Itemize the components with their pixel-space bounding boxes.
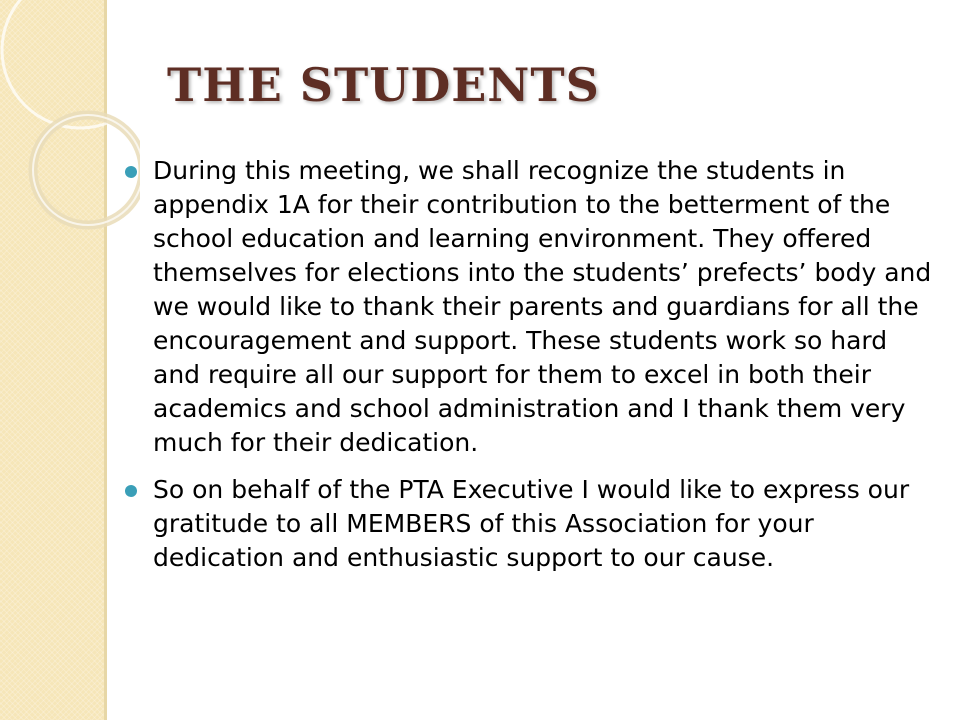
bullet-item xyxy=(124,473,936,575)
slide-title: THE STUDENTS xyxy=(167,58,600,112)
decorative-circles xyxy=(0,0,140,260)
bullet-text: So on behalf of the PTA Executive I would like to express our gratitude to all MEMBERS of this Association for your dedication and enthusiastic support to our cause. xyxy=(153,475,910,572)
bullet-dot-icon xyxy=(125,485,137,497)
bullet-text: During this meeting, we shall recognize the students in appendix 1A for their contribution to the betterment of the school education and learning environment. They offered themselves for elections into the students’ prefects’ body and we would like to thank their parents and guardians for all the encouragement and support. These students work so hard and require all our support for them to excel in both their academics and school administration and I thank them very much for their dedication. xyxy=(153,156,932,457)
bullet-item xyxy=(124,154,936,460)
bullet-list xyxy=(124,154,936,588)
bullet-dot-icon xyxy=(125,166,137,178)
